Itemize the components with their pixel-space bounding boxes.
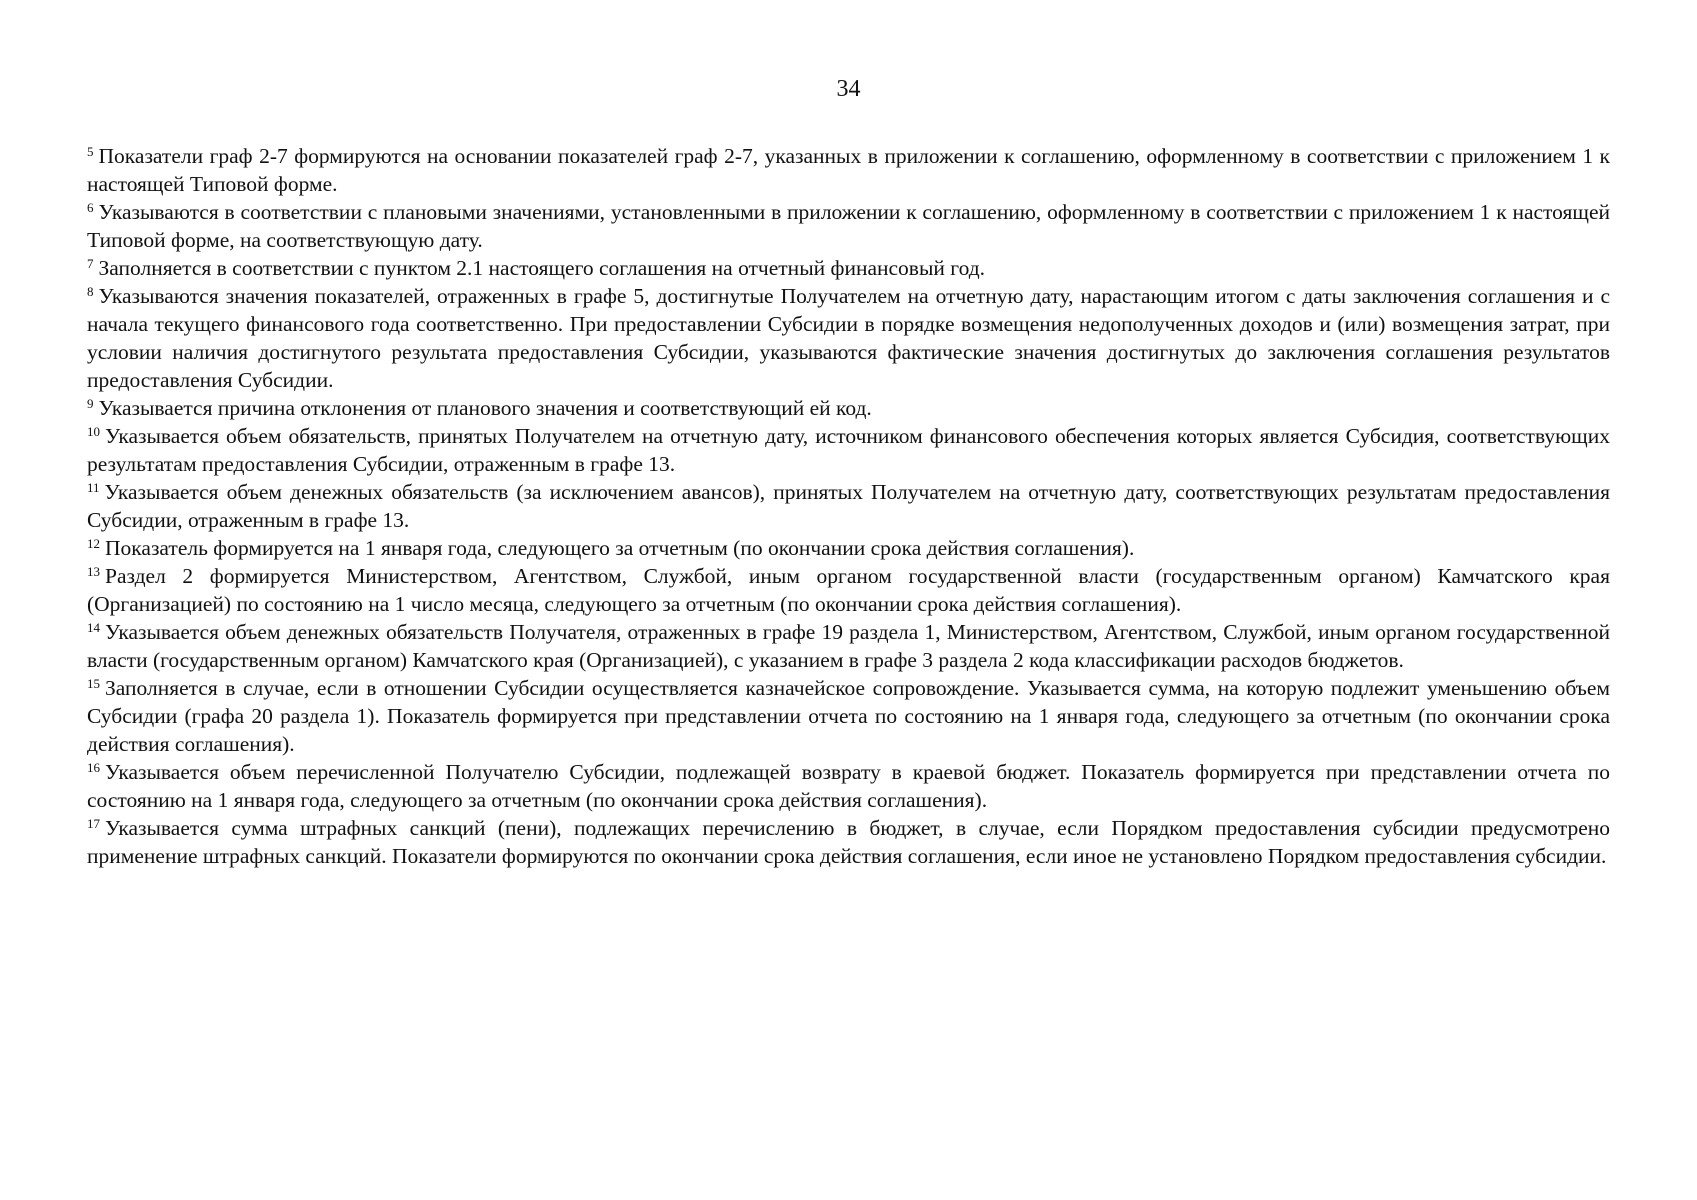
footnote-text: Раздел 2 формируется Министерством, Агентством, Службой, иным органом государственной власти (государственным органом) Камчатского края (Организацией) по состоянию на 1 число месяца, следующего за отчетным (по окончании срока действия соглашения). xyxy=(87,564,1610,616)
footnote-number: 7 xyxy=(87,256,94,271)
footnote xyxy=(87,198,1610,254)
footnote xyxy=(87,478,1610,534)
footnote xyxy=(87,674,1610,758)
footnote-text: Показатели граф 2-7 формируются на основании показателей граф 2-7, указанных в приложении к соглашению, оформленному в соответствии с приложением 1 к настоящей Типовой форме. xyxy=(87,144,1610,196)
footnote xyxy=(87,534,1610,562)
footnote xyxy=(87,814,1610,870)
footnote-text: Показатель формируется на 1 января года, следующего за отчетным (по окончании срока действия соглашения). xyxy=(105,536,1135,560)
footnote-text: Указывается объем денежных обязательств (за исключением авансов), принятых Получателем на отчетную дату, соответствующих результатам предоставления Субсидии, отраженным в графе 13. xyxy=(87,480,1610,532)
footnote-number: 11 xyxy=(87,480,100,495)
footnote-number: 10 xyxy=(87,424,100,439)
footnote xyxy=(87,758,1610,814)
footnote xyxy=(87,282,1610,394)
footnote-number: 17 xyxy=(87,816,100,831)
footnote xyxy=(87,618,1610,674)
footnote-number: 5 xyxy=(87,144,94,159)
footnote xyxy=(87,254,1610,282)
footnote xyxy=(87,422,1610,478)
footnote-number: 8 xyxy=(87,284,94,299)
footnote-number: 16 xyxy=(87,760,100,775)
footnote xyxy=(87,562,1610,618)
footnote-number: 9 xyxy=(87,396,94,411)
footnote-number: 15 xyxy=(87,676,100,691)
footnote-text: Указывается объем обязательств, принятых Получателем на отчетную дату, источником финансового обеспечения которых является Субсидия, соответствующих результатам предоставления Субсидии, отраженным в графе 13. xyxy=(87,424,1610,476)
footnote-text: Заполняется в случае, если в отношении Субсидии осуществляется казначейское сопровождение. Указывается сумма, на которую подлежит уменьшению объем Субсидии (графа 20 раздела 1). Показатель формируется при представлении отчета по состоянию на 1 января года, следующего за отчетным (по окончании срока действия соглашения). xyxy=(87,676,1610,756)
footnote-number: 12 xyxy=(87,536,100,551)
page-number: 34 xyxy=(836,76,861,102)
footnote-text: Указываются в соответствии с плановыми значениями, установленными в приложении к соглашению, оформленному в соответствии с приложением 1 к настоящей Типовой форме, на соответствующую дату. xyxy=(87,200,1610,252)
footnote-text: Указываются значения показателей, отраженных в графе 5, достигнутые Получателем на отчетную дату, нарастающим итогом с даты заключения соглашения и с начала текущего финансового года соответственно. При предоставлении Субсидии в порядке возмещения недополученных доходов и (или) возмещения затрат, при условии наличия достигнутого результата предоставления Субсидии, указываются фактические значения достигнутых до заключения соглашения результатов предоставления Субсидии. xyxy=(87,284,1610,392)
footnote xyxy=(87,394,1610,422)
footnotes-list xyxy=(87,142,1610,870)
footnote xyxy=(87,142,1610,198)
footnote-text: Указывается причина отклонения от планового значения и соответствующий ей код. xyxy=(98,396,872,420)
footnote-text: Указывается объем перечисленной Получателю Субсидии, подлежащей возврату в краевой бюджет. Показатель формируется при представлении отчета по состоянию на 1 января года, следующего за отчетным (по окончании срока действия соглашения). xyxy=(87,760,1610,812)
footnote-text: Указывается сумма штрафных санкций (пени), подлежащих перечислению в бюджет, в случае, если Порядком предоставления субсидии предусмотрено применение штрафных санкций. Показатели формируются по окончании срока действия соглашения, если иное не установлено Порядком предоставления субсидии. xyxy=(87,816,1610,868)
footnote-number: 14 xyxy=(87,620,100,635)
footnote-text: Указывается объем денежных обязательств Получателя, отраженных в графе 19 раздела 1, Министерством, Агентством, Службой, иным органом государственной власти (государственным органом) Камчатского края (Организацией), с указанием в графе 3 раздела 2 кода классификации расходов бюджетов. xyxy=(87,620,1610,672)
footnote-text: Заполняется в соответствии с пунктом 2.1 настоящего соглашения на отчетный финансовый год. xyxy=(98,256,986,280)
footnote-number: 13 xyxy=(87,564,100,579)
footnote-number: 6 xyxy=(87,200,94,215)
